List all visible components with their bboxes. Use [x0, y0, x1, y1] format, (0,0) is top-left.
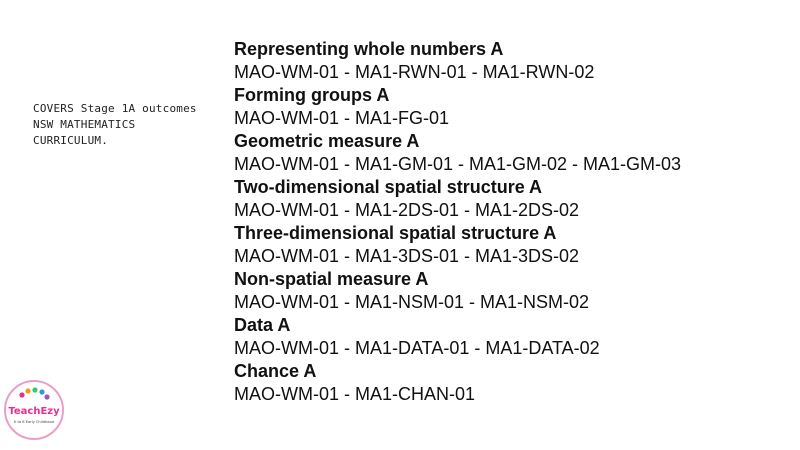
outcome-heading: Three-dimensional spatial structure A	[234, 223, 557, 243]
outcome-heading: Two-dimensional spatial structure A	[234, 177, 543, 197]
outcome-heading: Representing whole numbers A	[234, 39, 504, 59]
outcome-item	[234, 314, 794, 360]
outcome-codes: MAO-WM-01 - MA1-NSM-01 - MA1-NSM-02	[234, 292, 590, 312]
outcome-item	[234, 360, 794, 406]
outcome-item	[234, 268, 794, 314]
outcome-codes: MAO-WM-01 - MA1-FG-01	[234, 108, 450, 128]
outcome-heading: Chance A	[234, 361, 317, 381]
outcome-codes: MAO-WM-01 - MA1-2DS-01 - MA1-2DS-02	[234, 200, 580, 220]
outcome-heading: Data A	[234, 315, 291, 335]
outcome-item	[234, 38, 794, 84]
coverage-note	[33, 101, 197, 149]
outcome-item	[234, 84, 794, 130]
outcome-heading: Non-spatial measure A	[234, 269, 429, 289]
coverage-note-line: NSW MATHEMATICS	[33, 118, 136, 131]
outcome-item	[234, 222, 794, 268]
coverage-note-line: CURRICULUM.	[33, 134, 109, 147]
logo-tagline: K to 6 Early Childhood	[14, 420, 54, 424]
outcomes-list	[234, 38, 794, 406]
teachezy-logo	[2, 378, 66, 442]
outcome-codes: MAO-WM-01 - MA1-RWN-01 - MA1-RWN-02	[234, 62, 595, 82]
outcome-heading: Forming groups A	[234, 85, 390, 105]
outcome-codes: MAO-WM-01 - MA1-DATA-01 - MA1-DATA-02	[234, 338, 600, 358]
outcome-heading: Geometric measure A	[234, 131, 420, 151]
outcome-codes: MAO-WM-01 - MA1-GM-01 - MA1-GM-02 - MA1-GM-03	[234, 154, 682, 174]
logo-wordmark: TeachEzy	[8, 406, 60, 417]
outcome-codes: MAO-WM-01 - MA1-CHAN-01	[234, 384, 476, 404]
outcome-item	[234, 130, 794, 176]
outcome-item	[234, 176, 794, 222]
coverage-note-line: COVERS Stage 1A outcomes	[33, 102, 197, 115]
outcome-codes: MAO-WM-01 - MA1-3DS-01 - MA1-3DS-02	[234, 246, 580, 266]
